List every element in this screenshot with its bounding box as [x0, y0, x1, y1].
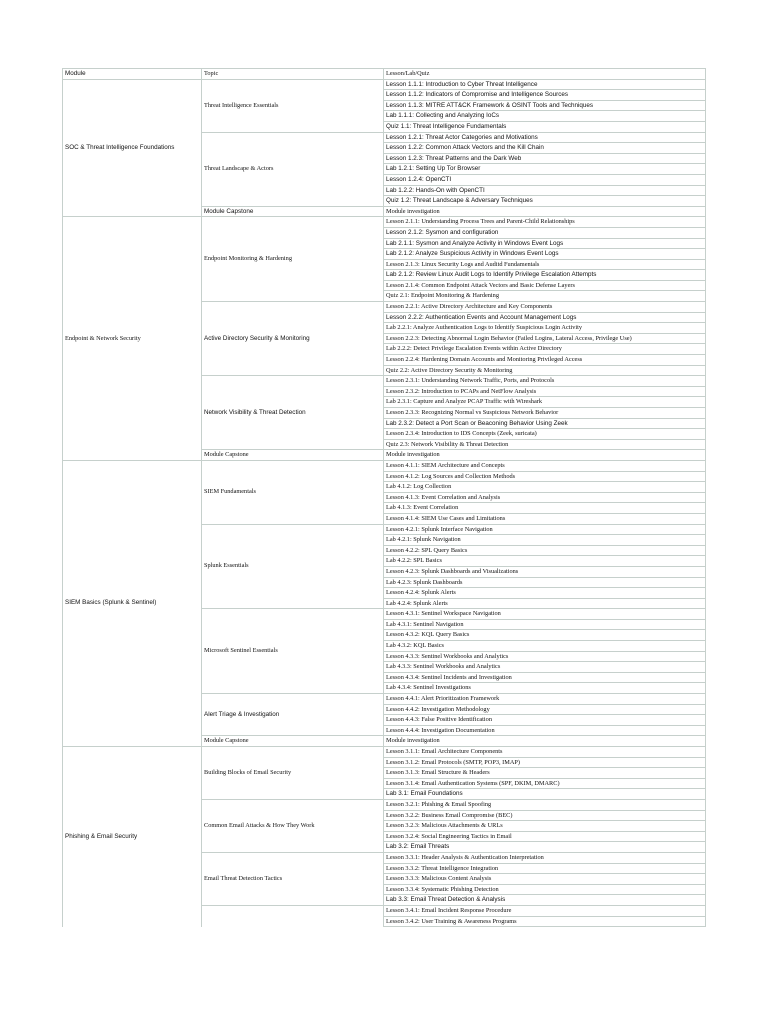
lesson-item: Lesson 3.1.4: Email Authentication Systems (SPF, DKIM, DMARC)	[384, 778, 706, 789]
topic-name: Email Threat Detection Tactics	[202, 852, 384, 905]
module-name: Endpoint & Network Security	[63, 217, 202, 461]
lesson-item: Lab 1.2.1: Setting Up Tor Browser	[384, 164, 706, 175]
lesson-item: Lab 4.2.3: Splunk Dashboards	[384, 577, 706, 588]
topic-name: Building Blocks of Email Security	[202, 747, 384, 800]
lesson-item: Lesson 3.3.2: Threat Intelligence Integration	[384, 863, 706, 874]
module-name: SIEM Basics (Splunk & Sentinel)	[63, 460, 202, 746]
lesson-item: Lesson 4.4.4: Investigation Documentation	[384, 725, 706, 736]
topic-name: Active Directory Security & Monitoring	[202, 302, 384, 376]
lesson-item: Lesson 2.1.3: Linux Security Logs and Auditd Fundamentals	[384, 259, 706, 270]
topic-name	[202, 905, 384, 926]
lesson-item: Lab 4.3.3: Sentinel Workbooks and Analytics	[384, 662, 706, 673]
lesson-item: Lesson 2.1.2: Sysmon and configuration	[384, 227, 706, 238]
topic-name: Splunk Essentials	[202, 524, 384, 609]
topic-name: Module Capstone	[202, 736, 384, 747]
topic-name: Threat Intelligence Essentials	[202, 79, 384, 132]
lesson-item: Lesson 3.2.3: Malicious Attachments & URLs	[384, 821, 706, 832]
lesson-item: Lab 3.1: Email Foundations	[384, 789, 706, 800]
lesson-item: Lesson 1.1.1: Introduction to Cyber Threat Intelligence	[384, 79, 706, 90]
lesson-item: Quiz 2.1: Endpoint Monitoring & Hardening	[384, 291, 706, 302]
lesson-item: Lab 4.3.2: KQL Basics	[384, 641, 706, 652]
lesson-item: Lab 4.2.2: SPL Basics	[384, 556, 706, 567]
header-module: Module	[63, 69, 202, 80]
lesson-item: Lesson 2.1.1: Understanding Process Trees and Parent-Child Relationships	[384, 217, 706, 228]
curriculum-table	[62, 68, 706, 927]
lesson-item: Lesson 2.3.3: Recognizing Normal vs Suspicious Network Behavior	[384, 408, 706, 419]
lesson-item: Module investigation	[384, 206, 706, 217]
lesson-item: Lesson 4.1.3: Event Correlation and Analysis	[384, 492, 706, 503]
lesson-item: Lesson 2.3.4: Introduction to IDS Concepts (Zeek, suricata)	[384, 429, 706, 440]
lesson-item: Lab 3.2: Email Threats	[384, 842, 706, 853]
lesson-item: Lesson 3.3.1: Header Analysis & Authentication Interpretation	[384, 852, 706, 863]
lesson-item: Lab 3.3: Email Threat Detection & Analysis	[384, 895, 706, 906]
lesson-item: Lab 2.1.2: Review Linux Audit Logs to Identify Privilege Escalation Attempts	[384, 270, 706, 281]
lesson-item: Lesson 1.2.4: OpenCTI	[384, 174, 706, 185]
lesson-item: Quiz 2.2: Active Directory Security & Monitoring	[384, 365, 706, 376]
lesson-item: Lab 2.2.2: Detect Privilege Escalation Events within Active Directory	[384, 344, 706, 355]
lesson-item: Lesson 4.2.3: Splunk Dashboards and Visualizations	[384, 566, 706, 577]
lesson-item: Lesson 2.3.1: Understanding Network Traffic, Ports, and Protocols	[384, 376, 706, 387]
lesson-item: Lesson 3.2.2: Business Email Compromise (BEC)	[384, 810, 706, 821]
lesson-item: Lesson 1.2.1: Threat Actor Categories and Motivations	[384, 132, 706, 143]
lesson-item: Lesson 2.2.1: Active Directory Architecture and Key Components	[384, 302, 706, 313]
lesson-item: Lesson 2.3.2: Introduction to PCAPs and NetFlow Analysis	[384, 386, 706, 397]
module-name: Phishing & Email Security	[63, 747, 202, 927]
topic-name: Common Email Attacks & How They Work	[202, 799, 384, 852]
table-row	[63, 460, 706, 471]
lesson-item: Lesson 3.1.1: Email Architecture Components	[384, 747, 706, 758]
lesson-item: Lab 2.3.2: Detect a Port Scan or Beaconing Behavior Using Zeek	[384, 418, 706, 429]
lesson-item: Lab 2.3.1: Capture and Analyze PCAP Traffic with Wireshark	[384, 397, 706, 408]
lesson-item: Lesson 3.1.2: Email Protocols (SMTP, POP3, IMAP)	[384, 757, 706, 768]
topic-name: Threat Landscape & Actors	[202, 132, 384, 206]
lesson-item: Lab 4.2.4: Splunk Alerts	[384, 598, 706, 609]
lesson-item: Lab 1.2.2: Hands-On with OpenCTI	[384, 185, 706, 196]
table-row	[63, 217, 706, 228]
lesson-item: Quiz 2.3: Network Visibility & Threat Detection	[384, 439, 706, 450]
lesson-item: Lesson 1.2.3: Threat Patterns and the Dark Web	[384, 153, 706, 164]
header-row	[63, 69, 706, 80]
lesson-item: Lab 4.2.1: Splunk Navigation	[384, 535, 706, 546]
lesson-item: Lesson 2.2.4: Hardening Domain Accounts and Monitoring Privileged Access	[384, 355, 706, 366]
lesson-item: Lesson 3.3.4: Systematic Phishing Detection	[384, 884, 706, 895]
table-row	[63, 79, 706, 90]
topic-name: Endpoint Monitoring & Hardening	[202, 217, 384, 302]
curriculum-document	[62, 68, 705, 927]
topic-name: Module Capstone	[202, 450, 384, 461]
lesson-item: Lesson 2.1.4: Common Endpoint Attack Vectors and Basic Defense Layers	[384, 280, 706, 291]
lesson-item: Lesson 4.3.4: Sentinel Incidents and Investigation	[384, 672, 706, 683]
lesson-item: Lesson 3.4.1: Email Incident Response Procedure	[384, 905, 706, 916]
lesson-item: Lesson 1.1.2: Indicators of Compromise and Intelligence Sources	[384, 90, 706, 101]
lesson-item: Module investigation	[384, 450, 706, 461]
lesson-item: Lab 2.1.1: Sysmon and Analyze Activity in Windows Event Logs	[384, 238, 706, 249]
curriculum-table-body	[63, 69, 706, 927]
module-name: SOC & Threat Intelligence Foundations	[63, 79, 202, 217]
lesson-item: Lesson 4.3.1: Sentinel Workspace Navigation	[384, 609, 706, 620]
lesson-item: Lab 2.2.1: Analyze Authentication Logs to Identify Suspicious Login Activity	[384, 323, 706, 334]
lesson-item: Lesson 3.2.4: Social Engineering Tactics in Email	[384, 831, 706, 842]
lesson-item: Quiz 1.1: Threat Intelligence Fundamentals	[384, 121, 706, 132]
lesson-item: Lesson 3.2.1: Phishing & Email Spoofing	[384, 799, 706, 810]
lesson-item: Lesson 2.2.3: Detecting Abnormal Login Behavior (Failed Logins, Lateral Access, Privilege Use)	[384, 333, 706, 344]
lesson-item: Lesson 2.2.2: Authentication Events and Account Management Logs	[384, 312, 706, 323]
lesson-item: Lab 4.3.4: Sentinel Investigations	[384, 683, 706, 694]
lesson-item: Lesson 4.1.1: SIEM Architecture and Concepts	[384, 460, 706, 471]
lesson-item: Lesson 4.1.2: Log Sources and Collection Methods	[384, 471, 706, 482]
topic-name: Microsoft Sentinel Essentials	[202, 609, 384, 694]
lesson-item: Lesson 3.4.2: User Training & Awareness Programs	[384, 916, 706, 927]
lesson-item: Lesson 4.3.3: Sentinel Workbooks and Analytics	[384, 651, 706, 662]
lesson-item: Lesson 3.1.3: Email Structure & Headers	[384, 768, 706, 779]
topic-name: SIEM Fundamentals	[202, 460, 384, 524]
header-topic: Topic	[202, 69, 384, 80]
lesson-item: Lab 4.1.2: Log Collection	[384, 482, 706, 493]
lesson-item: Lesson 3.3.3: Malicious Content Analysis	[384, 874, 706, 885]
lesson-item: Lesson 4.4.2: Investigation Methodology	[384, 704, 706, 715]
lesson-item: Lesson 4.4.1: Alert Prioritization Framework	[384, 694, 706, 705]
lesson-item: Lesson 4.2.4: Splunk Alerts	[384, 588, 706, 599]
table-row	[63, 747, 706, 758]
lesson-item: Lesson 1.2.2: Common Attack Vectors and the Kill Chain	[384, 143, 706, 154]
lesson-item: Lab 1.1.1: Collecting and Analyzing IoCs	[384, 111, 706, 122]
lesson-item: Lesson 4.2.1: Splunk Interface Navigation	[384, 524, 706, 535]
lesson-item: Lesson 4.3.2: KQL Query Basics	[384, 630, 706, 641]
topic-name: Alert Triage & Investigation	[202, 694, 384, 736]
lesson-item: Lesson 1.1.3: MITRE ATT&CK Framework & OSINT Tools and Techniques	[384, 100, 706, 111]
lesson-item: Quiz 1.2: Threat Landscape & Adversary Techniques	[384, 196, 706, 207]
lesson-item: Lesson 4.2.2: SPL Query Basics	[384, 545, 706, 556]
lesson-item: Lab 4.3.1: Sentinel Navigation	[384, 619, 706, 630]
lesson-item: Lesson 4.1.4: SIEM Use Cases and Limitations	[384, 513, 706, 524]
topic-name: Module Capstone	[202, 206, 384, 217]
lesson-item: Lab 4.1.3: Event Correlation	[384, 503, 706, 514]
header-lesson: Lesson/Lab/Quiz	[384, 69, 706, 80]
lesson-item: Lab 2.1.2: Analyze Suspicious Activity in Windows Event Logs	[384, 249, 706, 260]
lesson-item: Module investigation	[384, 736, 706, 747]
topic-name: Network Visibility & Threat Detection	[202, 376, 384, 450]
lesson-item: Lesson 4.4.3: False Positive Identification	[384, 715, 706, 726]
